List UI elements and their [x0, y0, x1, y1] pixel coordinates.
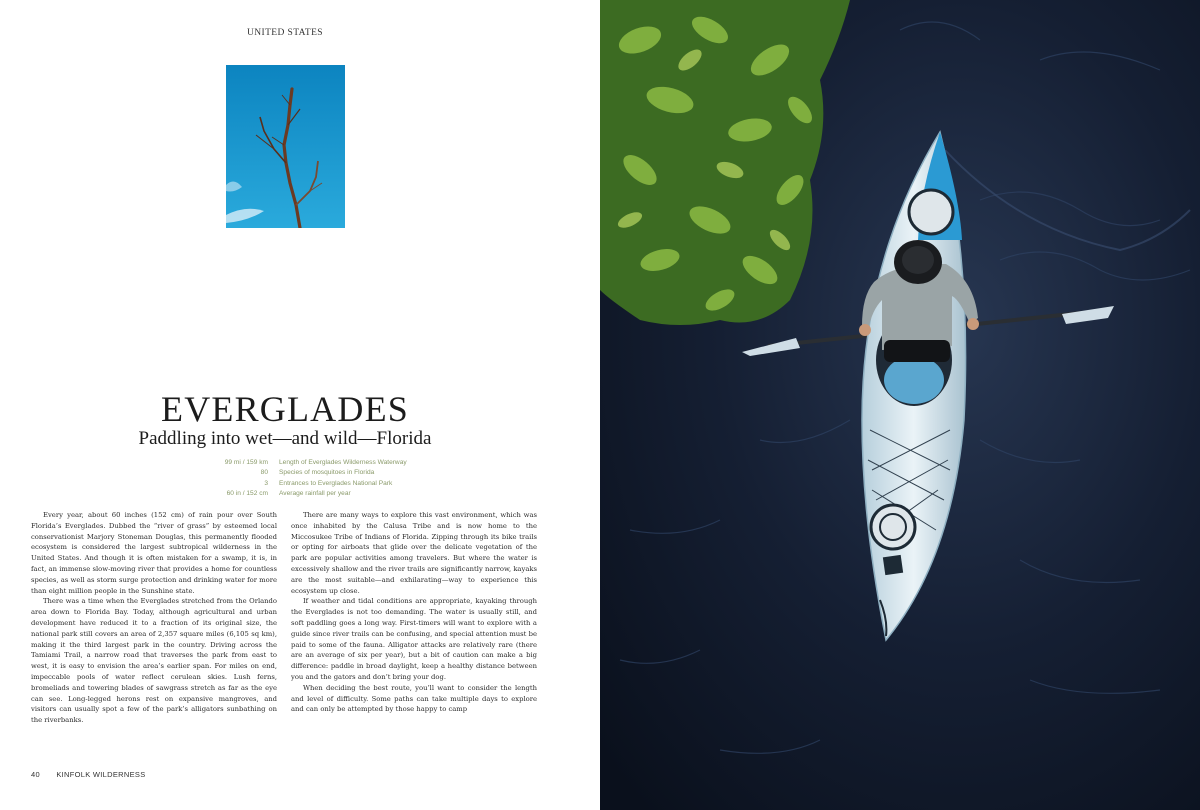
body-paragraph: There was a time when the Everglades stretched from the Orlando area down to Florida Bay. Today, although agricultural and urban development have reduced it to a fraction of its original size, the national park still covers an area of 2,357 square miles (6,105 sq km), making it the third largest park in the country. Driving across the Tamiami Trail, a narrow road that traverses the park from east to west, it is easy to envision the area’s earlier span. For miles on end, impeccable pools of water reflect cerulean skies. Lush ferns, bromeliads and towering blades of sawgrass stretch as far as the eye can see. Long-legged herons rest on expansive mangroves, and visitors can usually spot a few of the park’s alligators sunbathing on the riverbanks. [31, 597, 277, 725]
fact-value: 3 [264, 479, 268, 487]
tree-illustration [226, 65, 345, 228]
facts-list [200, 458, 460, 500]
body-paragraph: If weather and tidal conditions are appropriate, kayaking through the Everglades is not too demanding. The water is usually still, and soft paddling goes a long way. First-timers will want to explore with a guide since river trails can be confusing, and special attention must be paid to some of the fauna. Alligator attacks are relatively rare (there are an average of six per year), but a bit of caution can make a big difference: paddle in broad daylight, keep a healthy distance between you and the gators and don’t bring your dog. [291, 597, 537, 681]
body-column-2 [291, 510, 537, 715]
fact-label: Length of Everglades Wilderness Waterway [279, 459, 407, 466]
fact-value: 60 in / 152 cm [226, 490, 268, 498]
fact-label: Entrances to Everglades National Park [279, 479, 393, 487]
folio [31, 770, 146, 779]
running-head: UNITED STATES [247, 28, 323, 38]
fact-row [200, 458, 460, 468]
fact-value: 99 mi / 159 km [224, 459, 268, 466]
fact-row [200, 479, 460, 489]
kayak-photo [600, 0, 1200, 810]
body-paragraph: When deciding the best route, you’ll want to consider the length and level of difficulty. Some paths can take multiple days to explore and can only be attempted by those happy to camp [291, 683, 537, 714]
fact-row [200, 468, 460, 478]
body-paragraph: Every year, about 60 inches (152 cm) of rain pour over South Florida’s Everglades. Dubbed the “river of grass” by esteemed local conservationist Marjory Stoneman Douglas, this permanently flooded ecosystem is considered the largest subtropical wilderness in the United States. And though it is often mistaken for a swamp, it is, in fact, an immense slow-moving river that provides a home for countless species, as well as storm surge protection and drinking water for more than eight million people in the Sunshine state. [31, 511, 277, 595]
kayak-illustration [600, 0, 1200, 810]
dead-tree-photo [226, 65, 345, 228]
fact-value: 80 [260, 469, 268, 477]
article-title: EVERGLADES [161, 389, 409, 429]
body-paragraph: There are many ways to explore this vast environment, which was once inhabited by the Calusa Tribe and is now home to the Miccosukee Tribe of Indians of Florida. Zipping through its bike trails or opting for airboats that glide over the delicate vegetation of the park are popular activities among travelers. But where the water is excessively shallow and the river trails are significantly narrow, kayaks are the most suitable—and exhilarating—way to experience this ecosystem up close. [291, 511, 537, 595]
publication-name: KINFOLK WILDERNESS [56, 770, 146, 779]
fact-label: Species of mosquitoes in Florida [279, 469, 375, 477]
article-subtitle: Paddling into wet—and wild—Florida [138, 428, 432, 449]
fact-label: Average rainfall per year [279, 490, 351, 498]
fact-row [200, 489, 460, 499]
body-column-1 [31, 510, 277, 726]
page-number: 40 [31, 770, 40, 779]
